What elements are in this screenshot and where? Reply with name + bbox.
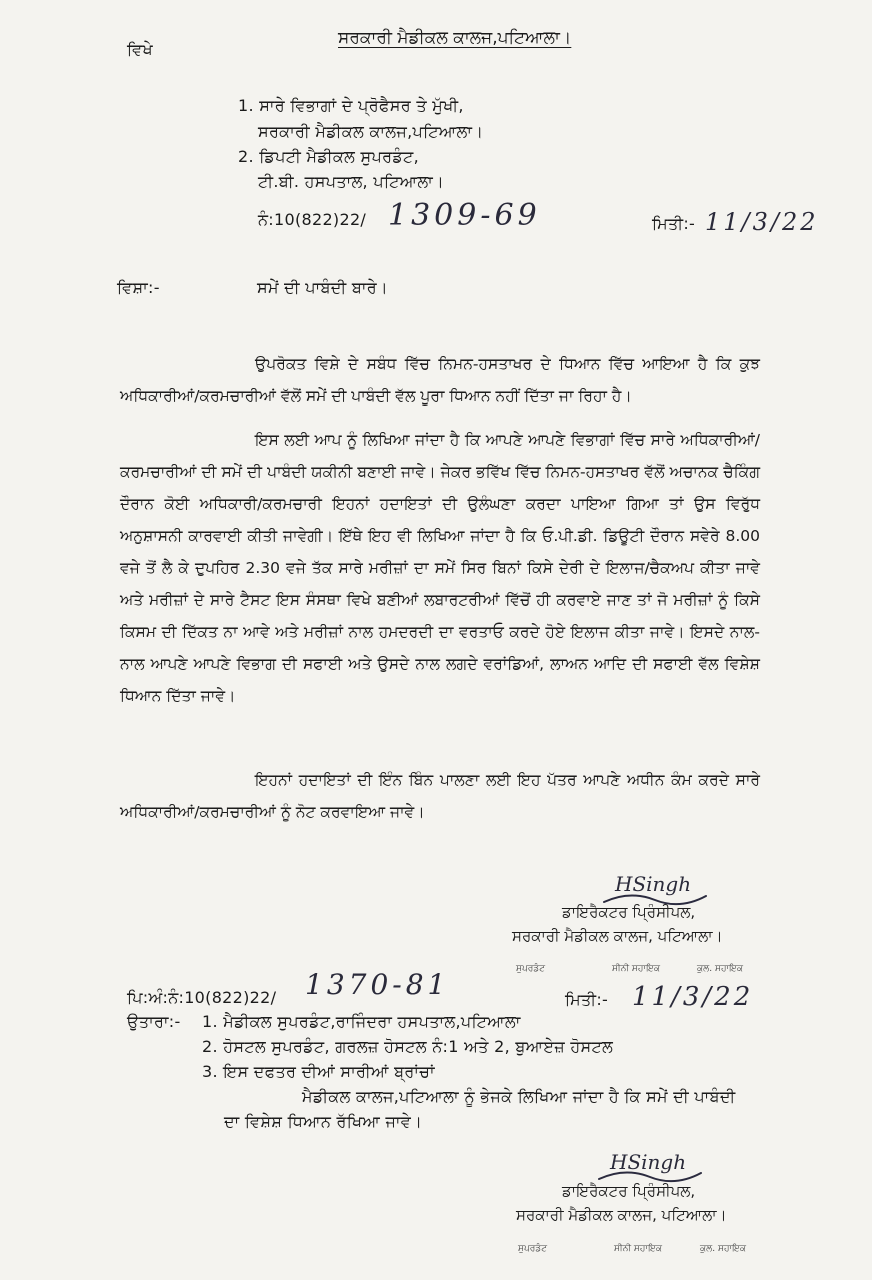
copy-to-item-3: 3. ਇਸ ਦਫਤਰ ਦੀਆਂ ਸਾਰੀਆਂ ਬ੍ਰਾਂਚਾਂ (202, 1062, 435, 1081)
reference-date-label: ਮਿਤੀ:- (652, 214, 696, 233)
copy-to-label: ਉਤਾਰਾ:- (127, 1012, 181, 1031)
signature-1-stamp-senior-assistant: ਸੀਨੀ ਸਹਾਇਕ (612, 964, 660, 974)
addressee-1-line1: 1. ਸਾਰੇ ਵਿਭਾਗਾਂ ਦੇ ਪ੍ਰੋਫੈਸਰ ਤੇ ਮੁੱਖੀ, (238, 96, 464, 115)
signature-1-handwritten: HSingh (615, 872, 692, 896)
signature-1-stamp-assistant: ਕੁਲ. ਸਹਾਇਕ (697, 964, 743, 974)
endorsement-note-line-2: ਦਾ ਵਿਸ਼ੇਸ਼ ਧਿਆਨ ਰੱਖਿਆ ਜਾਵੇ। (224, 1112, 423, 1131)
copy-to-item-2: 2. ਹੋਸਟਲ ਸੁਪਰਡੰਟ, ਗਰਲਜ਼ ਹੋਸਟਲ ਨੰ:1 ਅਤੇ 2, ਬੁਆਏਜ਼ ਹੋਸਟਲ (202, 1037, 614, 1056)
signature-2-stamp-superintendent: ਸੁਪਰਡੰਟ (518, 1244, 547, 1254)
signature-1-org: ਸਰਕਾਰੀ ਮੈਡੀਕਲ ਕਾਲਜ, ਪਟਿਆਲਾ। (512, 927, 723, 945)
signature-2-stamp-assistant: ਕੁਲ. ਸਹਾਇਕ (700, 1244, 746, 1254)
body-paragraph-1-text: ਉਪਰੋਕਤ ਵਿਸ਼ੇ ਦੇ ਸਬੰਧ ਵਿੱਚ ਨਿਮਨ-ਹਸਤਾਖਰ ਦੇ ਧਿਆਨ ਵਿੱਚ ਆਇਆ ਹੈ ਕਿ ਕੁਝ ਅਧਿਕਾਰੀਆਂ/ਕਰਮਚਾਰੀਆਂ ਵੱਲੋਂ ਸਮੇਂ ਦੀ ਪਾਬੰਦੀ ਵੱਲ ਪੂਰਾ ਧਿਆਨ ਨਹੀਂ ਦਿੱਤਾ ਜਾ ਰਿਹਾ ਹੈ। (120, 355, 760, 405)
copy-to-item-1: 1. ਮੈਡੀਕਲ ਸੁਪਰਡੰਟ,ਰਾਜਿੰਦਰਾ ਹਸਪਤਾਲ,ਪਟਿਆਲਾ (202, 1012, 521, 1031)
endorsement-number-label: ਪਿ:ਅੰ:ਨੰ:10(822)22/ (127, 988, 277, 1007)
to-label: ਵਿਖੇ (127, 40, 153, 59)
signature-2-handwritten: HSingh (610, 1150, 687, 1174)
subject-label: ਵਿਸ਼ਾ:- (117, 278, 160, 297)
signature-2-title: ਡਾਇਰੈਕਟਰ ਪ੍ਰਿੰਸੀਪਲ, (562, 1182, 696, 1200)
addressee-2-line1: 2. ਡਿਪਟੀ ਮੈਡੀਕਲ ਸੁਪਰਡੰਟ, (238, 147, 419, 166)
reference-date-handwritten: 11/3/22 (705, 208, 819, 236)
reference-number-label: ਨੰ:10(822)22/ (258, 210, 367, 229)
addressee-2-line2: ਟੀ.ਬੀ. ਹਸਪਤਾਲ, ਪਟਿਆਲਾ। (258, 172, 445, 191)
endorsement-date-handwritten: 11/3/22 (632, 982, 754, 1012)
endorsement-note-line-1: ਮੈਡੀਕਲ ਕਾਲਜ,ਪਟਿਆਲਾ ਨੂੰ ਭੇਜਕੇ ਲਿਖਿਆ ਜਾਂਦਾ ਹੈ ਕਿ ਸਮੇਂ ਦੀ ਪਾਬੰਦੀ (302, 1087, 736, 1106)
endorsement-number-handwritten: 1370-81 (305, 968, 450, 1001)
addressee-1-line2: ਸਰਕਾਰੀ ਮੈਡੀਕਲ ਕਾਲਜ,ਪਟਿਆਲਾ। (258, 122, 484, 141)
body-paragraph-3-text: ਇਹਨਾਂ ਹਦਾਇਤਾਂ ਦੀ ਇੰਨ ਬਿੰਨ ਪਾਲਣਾ ਲਈ ਇਹ ਪੱਤਰ ਆਪਣੇ ਅਧੀਨ ਕੰਮ ਕਰਦੇ ਸਾਰੇ ਅਧਿਕਾਰੀਆਂ/ਕਰਮਚਾਰੀਆਂ ਨੂੰ ਨੋਟ ਕਰਵਾਇਆ ਜਾਵੇ। (120, 771, 760, 821)
subject-text: ਸਮੇਂ ਦੀ ਪਾਬੰਦੀ ਬਾਰੇ। (257, 278, 389, 297)
body-paragraph-2-text: ਇਸ ਲਈ ਆਪ ਨੂੰ ਲਿਖਿਆ ਜਾਂਦਾ ਹੈ ਕਿ ਆਪਣੇ ਆਪਣੇ ਵਿਭਾਗਾਂ ਵਿੱਚ ਸਾਰੇ ਅਧਿਕਾਰੀਆਂ/ਕਰਮਚਾਰੀਆਂ ਦੀ ਸਮੇਂ ਦੀ ਪਾਬੰਦੀ ਯਕੀਨੀ ਬਣਾਈ ਜਾਵੇ। ਜੇਕਰ ਭਵਿੱਖ ਵਿੱਚ ਨਿਮਨ-ਹਸਤਾਖਰ ਵੱਲੋਂ ਅਚਾਨਕ ਚੈਕਿੰਗ ਦੌਰਾਨ ਕੋਈ ਅਧਿਕਾਰੀ/ਕਰਮਚਾਰੀ ਇਹਨਾਂ ਹਦਾਇਤਾਂ ਦੀ ਉਲੰਘਣਾ ਕਰਦਾ ਪਾਇਆ ਗਿਆ ਤਾਂ ਉਸ ਵਿਰੁੱਧ ਅਨੁਸ਼ਾਸਨੀ ਕਾਰਵਾਈ ਕੀਤੀ ਜਾਵੇਗੀ। ਇੱਥੇ ਇਹ ਵੀ ਲਿਖਿਆ ਜਾਂਦਾ ਹੈ ਕਿ ਓ.ਪੀ.ਡੀ. ਡਿਊਟੀ ਦੌਰਾਨ ਸਵੇਰੇ 8.00 ਵਜੇ ਤੋਂ ਲੈ ਕੇ ਦੁਪਹਿਰ 2.30 ਵਜੇ ਤੱਕ ਸਾਰੇ ਮਰੀਜ਼ਾਂ ਦਾ ਸਮੇਂ ਸਿਰ ਬਿਨਾਂ ਕਿਸੇ ਦੇਰੀ ਦੇ ਇਲਾਜ/ਚੈਕਅਪ ਕੀਤਾ ਜਾਵੇ ਅਤੇ ਮਰੀਜ਼ਾਂ ਦੇ ਸਾਰੇ ਟੈਸਟ ਇਸ ਸੰਸਥਾ ਵਿਖੇ ਬਣੀਆਂ ਲਬਾਰਟਰੀਆਂ ਵਿੱਚੋਂ ਹੀ ਕਰਵਾਏ ਜਾਣ ਤਾਂ ਜੋ ਮਰੀਜ਼ਾਂ ਨੂੰ ਕਿਸੇ ਕਿਸਮ ਦੀ ਦਿੱਕਤ ਨਾ ਆਵੇ ਅਤੇ ਮਰੀਜ਼ਾਂ ਨਾਲ ਹਮਦਰਦੀ ਦਾ ਵਰਤਾਓ ਕਰਦੇ ਹੋਏ ਇਲਾਜ ਕੀਤਾ ਜਾਵੇ। ਇਸਦੇ ਨਾਲ-ਨਾਲ ਆਪਣੇ ਆਪਣੇ ਵਿਭਾਗ ਦੀ ਸਫਾਈ ਅਤੇ ਉਸਦੇ ਨਾਲ ਲਗਦੇ ਵਰਾਂਡਿਆਂ, ਲਾਅਨ ਆਦਿ ਦੀ ਸਫਾਈ ਵੱਲ ਵਿਸ਼ੇਸ਼ ਧਿਆਨ ਦਿੱਤਾ ਜਾਵੇ। (120, 431, 760, 705)
signature-1-stamp-superintendent: ਸੁਪਰਡੰਟ (516, 964, 545, 974)
endorsement-date-label: ਮਿਤੀ:- (565, 990, 609, 1009)
body-paragraph-1 (120, 348, 760, 412)
signature-2-stamp-senior-assistant: ਸੀਨੀ ਸਹਾਇਕ (614, 1244, 662, 1254)
body-paragraph-3 (120, 764, 760, 828)
reference-number-handwritten: 1309-69 (388, 198, 541, 233)
signature-1-title: ਡਾਇਰੈਕਟਰ ਪ੍ਰਿੰਸੀਪਲ, (562, 903, 696, 921)
body-paragraph-2 (120, 424, 760, 712)
letter-header-org: ਸਰਕਾਰੀ ਮੈਡੀਕਲ ਕਾਲਜ,ਪਟਿਆਲਾ। (338, 28, 572, 48)
signature-2-org: ਸਰਕਾਰੀ ਮੈਡੀਕਲ ਕਾਲਜ, ਪਟਿਆਲਾ। (516, 1206, 727, 1224)
